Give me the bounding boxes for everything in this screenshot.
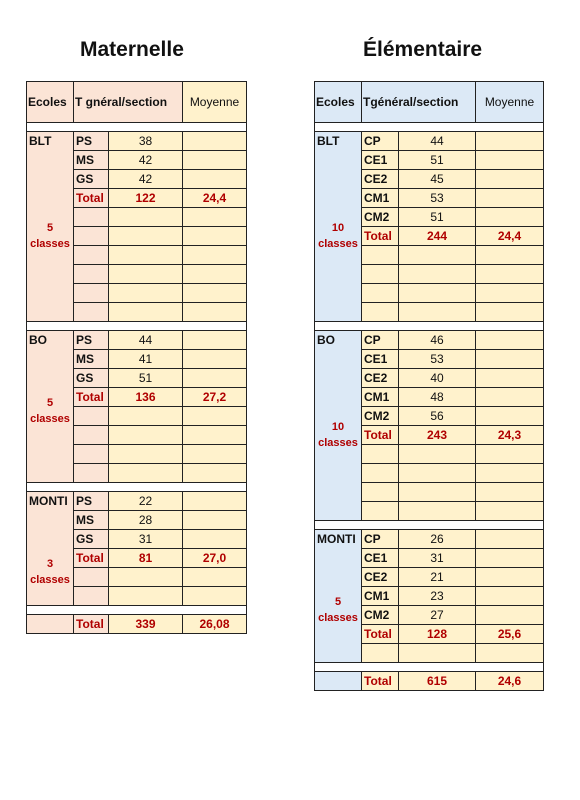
section-label: CM2: [362, 407, 399, 426]
total-label: Total: [74, 388, 109, 407]
school-name: BLT: [29, 134, 52, 148]
empty-cell: [183, 445, 247, 464]
empty-cell: [74, 246, 109, 265]
section-label: CE1: [362, 350, 399, 369]
empty-cell: [109, 284, 183, 303]
total-moyenne: 27,2: [183, 388, 247, 407]
school-cell: [27, 132, 74, 322]
class-count-word: classes: [318, 238, 358, 250]
empty-cell: [399, 246, 476, 265]
empty-cell: [183, 246, 247, 265]
grand-total-row: [315, 672, 544, 691]
empty-cell: [74, 303, 109, 322]
total-value: 128: [399, 625, 476, 644]
empty-cell: [476, 246, 544, 265]
table-row: [27, 492, 247, 511]
spacer-cell: [315, 322, 544, 331]
empty-cell: [476, 284, 544, 303]
class-count-number: 5: [46, 397, 54, 409]
section-value: 22: [109, 492, 183, 511]
school-cell: [315, 331, 362, 521]
section-value: 27: [399, 606, 476, 625]
class-count-word: classes: [318, 612, 358, 624]
empty-cell: [109, 265, 183, 284]
spacer-cell: [315, 123, 544, 132]
class-count: [27, 395, 73, 427]
empty-cell: [362, 502, 399, 521]
moyenne-cell: [476, 606, 544, 625]
moyenne-cell: [476, 388, 544, 407]
header-total-section: T gnéral/section: [74, 82, 183, 123]
section-value: 28: [109, 511, 183, 530]
empty-cell: [109, 568, 183, 587]
section-value: 51: [399, 151, 476, 170]
section-value: 44: [109, 331, 183, 350]
spacer-row: [27, 483, 247, 492]
spacer-row: [315, 663, 544, 672]
section-value: 31: [109, 530, 183, 549]
section-label: CE1: [362, 151, 399, 170]
empty-cell: [183, 568, 247, 587]
empty-cell: [399, 483, 476, 502]
spacer-row: [27, 123, 247, 132]
header-ecoles: Ecoles: [27, 82, 74, 123]
spacer-row: [27, 322, 247, 331]
empty-cell: [476, 644, 544, 663]
empty-cell: [74, 464, 109, 483]
spacer-cell: [315, 521, 544, 530]
class-count-word: classes: [30, 238, 70, 250]
moyenne-cell: [183, 530, 247, 549]
section-value: 48: [399, 388, 476, 407]
school-cell: [27, 331, 74, 483]
section-label: CE2: [362, 369, 399, 388]
class-count-number: 10: [331, 421, 345, 433]
moyenne-cell: [183, 151, 247, 170]
spacer-cell: [27, 483, 247, 492]
total-value: 122: [109, 189, 183, 208]
spacer-row: [27, 606, 247, 615]
section-label: CP: [362, 331, 399, 350]
empty-cell: [74, 284, 109, 303]
moyenne-cell: [476, 151, 544, 170]
spacer-cell: [315, 663, 544, 672]
empty-cell: [362, 483, 399, 502]
spacer-row: [315, 322, 544, 331]
total-label: Total: [362, 227, 399, 246]
maternelle-title: Maternelle: [80, 38, 184, 61]
class-count: [315, 220, 361, 252]
class-count: [27, 556, 73, 588]
empty-cell: [362, 246, 399, 265]
empty-cell: [183, 284, 247, 303]
empty-cell: [109, 208, 183, 227]
section-label: CM1: [362, 587, 399, 606]
empty-cell: [74, 445, 109, 464]
section-value: 51: [109, 369, 183, 388]
grand-total-empty: [315, 672, 362, 691]
header-row: [27, 82, 247, 123]
moyenne-cell: [476, 132, 544, 151]
header-ecoles: Ecoles: [315, 82, 362, 123]
header-moyenne: Moyenne: [183, 82, 247, 123]
section-label: CE2: [362, 568, 399, 587]
section-label: GS: [74, 369, 109, 388]
empty-cell: [476, 483, 544, 502]
section-label: PS: [74, 132, 109, 151]
section-value: 56: [399, 407, 476, 426]
empty-cell: [399, 502, 476, 521]
class-count-word: classes: [30, 413, 70, 425]
empty-cell: [362, 445, 399, 464]
empty-cell: [183, 587, 247, 606]
empty-cell: [476, 445, 544, 464]
spacer-cell: [27, 123, 247, 132]
section-value: 26: [399, 530, 476, 549]
empty-cell: [362, 284, 399, 303]
section-value: 53: [399, 189, 476, 208]
maternelle-table: [26, 81, 247, 634]
elementaire-title: Élémentaire: [363, 38, 483, 61]
elementaire-table: [314, 81, 544, 691]
moyenne-cell: [476, 587, 544, 606]
empty-cell: [109, 464, 183, 483]
empty-cell: [183, 303, 247, 322]
section-value: 44: [399, 132, 476, 151]
school-name: BO: [29, 333, 47, 347]
empty-cell: [74, 426, 109, 445]
section-label: MS: [74, 350, 109, 369]
moyenne-cell: [476, 568, 544, 587]
total-value: 136: [109, 388, 183, 407]
empty-cell: [476, 265, 544, 284]
section-value: 42: [109, 170, 183, 189]
empty-cell: [476, 303, 544, 322]
section-value: 51: [399, 208, 476, 227]
total-moyenne: 25,6: [476, 625, 544, 644]
empty-cell: [399, 303, 476, 322]
total-value: 244: [399, 227, 476, 246]
spacer-row: [315, 123, 544, 132]
section-value: 38: [109, 132, 183, 151]
section-label: CE2: [362, 170, 399, 189]
empty-cell: [74, 407, 109, 426]
section-label: GS: [74, 530, 109, 549]
empty-cell: [183, 464, 247, 483]
grand-total-label: Total: [74, 615, 109, 634]
class-count: [315, 419, 361, 451]
moyenne-cell: [476, 369, 544, 388]
moyenne-cell: [476, 549, 544, 568]
empty-cell: [476, 502, 544, 521]
section-value: 53: [399, 350, 476, 369]
section-value: 21: [399, 568, 476, 587]
table-row: [27, 331, 247, 350]
section-label: CM1: [362, 189, 399, 208]
table-row: [315, 530, 544, 549]
spacer-cell: [27, 322, 247, 331]
moyenne-cell: [183, 369, 247, 388]
table-row: [315, 331, 544, 350]
section-label: CM2: [362, 606, 399, 625]
grand-total-row: [27, 615, 247, 634]
empty-cell: [109, 227, 183, 246]
moyenne-cell: [476, 331, 544, 350]
empty-cell: [74, 568, 109, 587]
section-label: MS: [74, 511, 109, 530]
total-moyenne: 24,3: [476, 426, 544, 445]
school-cell: [315, 132, 362, 322]
empty-cell: [362, 303, 399, 322]
header-row: [315, 82, 544, 123]
section-label: GS: [74, 170, 109, 189]
empty-cell: [183, 208, 247, 227]
section-label: CE1: [362, 549, 399, 568]
class-count-word: classes: [318, 437, 358, 449]
grand-total-label: Total: [362, 672, 399, 691]
empty-cell: [109, 246, 183, 265]
section-value: 31: [399, 549, 476, 568]
header-moyenne: Moyenne: [476, 82, 544, 123]
moyenne-cell: [183, 350, 247, 369]
moyenne-cell: [476, 530, 544, 549]
class-count-number: 5: [334, 596, 342, 608]
table-row: [27, 132, 247, 151]
section-value: 40: [399, 369, 476, 388]
section-value: 42: [109, 151, 183, 170]
empty-cell: [74, 265, 109, 284]
spacer-cell: [27, 606, 247, 615]
class-count-word: classes: [30, 574, 70, 586]
empty-cell: [74, 227, 109, 246]
total-value: 243: [399, 426, 476, 445]
grand-total-moyenne: 24,6: [476, 672, 544, 691]
empty-cell: [109, 587, 183, 606]
section-label: MS: [74, 151, 109, 170]
class-count: [315, 594, 361, 626]
school-cell: [27, 492, 74, 606]
empty-cell: [399, 644, 476, 663]
moyenne-cell: [183, 331, 247, 350]
school-name: MONTI: [29, 494, 68, 508]
class-count-number: 10: [331, 222, 345, 234]
total-moyenne: 27,0: [183, 549, 247, 568]
empty-cell: [362, 464, 399, 483]
section-label: CP: [362, 530, 399, 549]
spacer-row: [315, 521, 544, 530]
total-label: Total: [74, 189, 109, 208]
empty-cell: [399, 464, 476, 483]
empty-cell: [109, 407, 183, 426]
class-count: [27, 220, 73, 252]
moyenne-cell: [183, 170, 247, 189]
empty-cell: [74, 587, 109, 606]
school-name: MONTI: [317, 532, 356, 546]
grand-total-empty: [27, 615, 74, 634]
moyenne-cell: [476, 170, 544, 189]
header-total-section: Tgénéral/section: [362, 82, 476, 123]
empty-cell: [183, 227, 247, 246]
section-value: 23: [399, 587, 476, 606]
empty-cell: [399, 445, 476, 464]
empty-cell: [183, 265, 247, 284]
school-cell: [315, 530, 362, 663]
empty-cell: [109, 445, 183, 464]
empty-cell: [362, 644, 399, 663]
total-label: Total: [74, 549, 109, 568]
moyenne-cell: [476, 208, 544, 227]
empty-cell: [183, 407, 247, 426]
school-name: BLT: [317, 134, 340, 148]
section-value: 45: [399, 170, 476, 189]
section-label: PS: [74, 492, 109, 511]
total-label: Total: [362, 426, 399, 445]
total-value: 81: [109, 549, 183, 568]
moyenne-cell: [476, 407, 544, 426]
moyenne-cell: [476, 189, 544, 208]
table-row: [315, 132, 544, 151]
empty-cell: [476, 464, 544, 483]
moyenne-cell: [183, 511, 247, 530]
empty-cell: [109, 426, 183, 445]
moyenne-cell: [183, 132, 247, 151]
section-label: CM1: [362, 388, 399, 407]
empty-cell: [399, 284, 476, 303]
section-label: PS: [74, 331, 109, 350]
total-moyenne: 24,4: [476, 227, 544, 246]
total-label: Total: [362, 625, 399, 644]
class-count-number: 5: [46, 222, 54, 234]
moyenne-cell: [183, 492, 247, 511]
empty-cell: [399, 265, 476, 284]
grand-total-value: 615: [399, 672, 476, 691]
moyenne-cell: [476, 350, 544, 369]
school-name: BO: [317, 333, 335, 347]
class-count-number: 3: [46, 558, 54, 570]
section-value: 41: [109, 350, 183, 369]
empty-cell: [183, 426, 247, 445]
section-label: CM2: [362, 208, 399, 227]
section-value: 46: [399, 331, 476, 350]
total-moyenne: 24,4: [183, 189, 247, 208]
empty-cell: [362, 265, 399, 284]
empty-cell: [109, 303, 183, 322]
grand-total-moyenne: 26,08: [183, 615, 247, 634]
section-label: CP: [362, 132, 399, 151]
grand-total-value: 339: [109, 615, 183, 634]
empty-cell: [74, 208, 109, 227]
